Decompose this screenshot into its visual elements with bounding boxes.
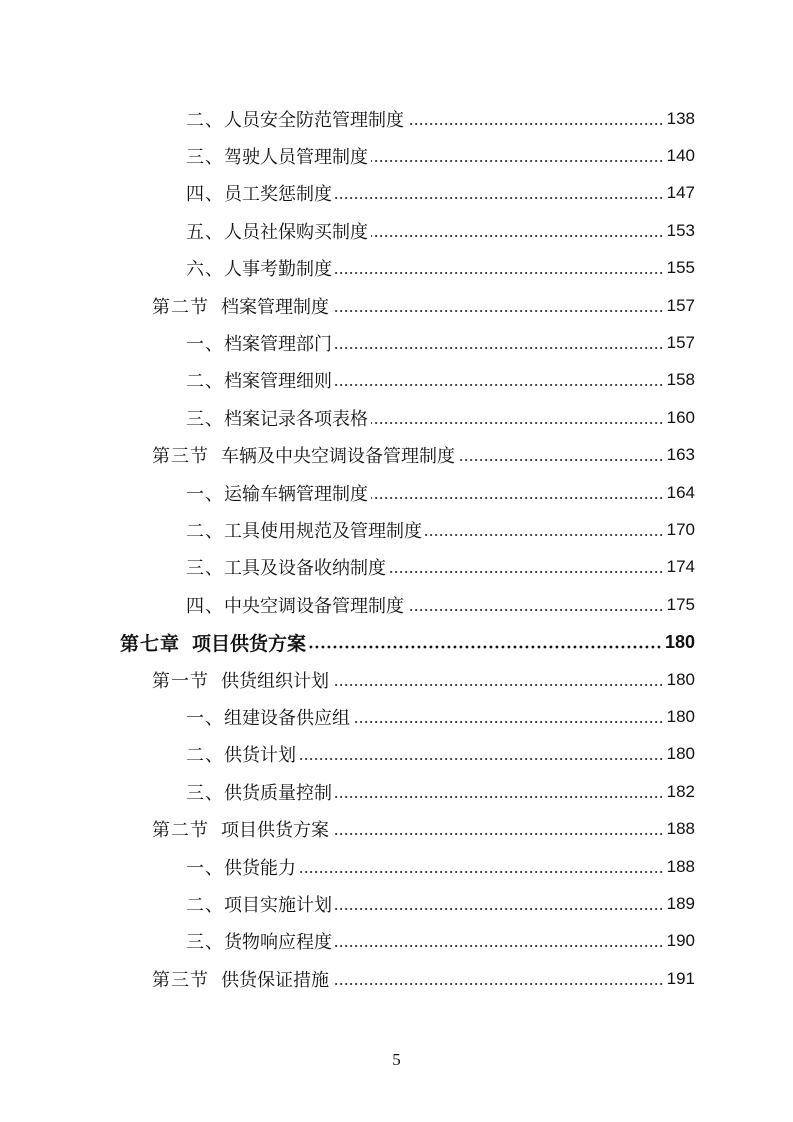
toc-entry-label (186, 891, 332, 917)
page-number: 5 (392, 1050, 401, 1069)
toc-entry-label (186, 554, 386, 580)
toc-dot-leader (332, 309, 664, 313)
toc-entry-page: 189 (666, 893, 695, 913)
toc-entry-title: 车辆及中央空调设备管理制度 (221, 446, 455, 468)
toc-entry-label (186, 592, 404, 618)
toc-entry-number: 六、 (186, 259, 224, 281)
toc-entry-section[interactable] (0, 810, 793, 847)
toc-entry-title: 中央空调设备管理制度 (224, 595, 404, 617)
toc-entry-section[interactable] (0, 287, 793, 324)
toc-dot-leader (407, 608, 664, 612)
toc-entry-label (186, 704, 350, 730)
toc-entry-title: 档案管理细则 (224, 371, 332, 393)
toc-entry-title: 人员安全防范管理制度 (224, 109, 404, 131)
toc-entry-label (152, 966, 329, 992)
toc-entry-number: 四、 (186, 184, 224, 206)
toc-entry-page: 182 (666, 781, 695, 801)
toc-entry-page: 190 (666, 931, 695, 951)
toc-entry-number: 一、 (186, 707, 224, 729)
toc-entry-label (186, 405, 368, 431)
toc-entry-item[interactable] (0, 399, 793, 436)
toc-entry-title: 供货组织计划 (221, 670, 329, 692)
toc-entry-title: 人事考勤制度 (224, 259, 332, 281)
toc-entry-item[interactable] (0, 100, 793, 137)
toc-dot-leader (332, 982, 664, 986)
toc-dot-leader (353, 720, 664, 724)
toc-entry-title: 工具使用规范及管理制度 (224, 520, 422, 542)
toc-entry-number: 四、 (186, 595, 224, 617)
toc-dot-leader (299, 757, 664, 761)
toc-dot-leader (389, 570, 664, 574)
toc-entry-item[interactable] (0, 773, 793, 810)
toc-entry-label (186, 255, 332, 281)
toc-entry-item[interactable] (0, 362, 793, 399)
toc-entry-title: 项目实施计划 (224, 894, 332, 916)
toc-entry-title: 工具及设备收纳制度 (224, 558, 386, 580)
toc-entry-number: 二、 (186, 109, 224, 131)
toc-entry-label (186, 480, 368, 506)
toc-entry-number: 第二节 (152, 296, 209, 318)
toc-entry-title: 档案管理部门 (224, 334, 332, 356)
toc-dot-leader (335, 795, 664, 799)
toc-entry-title: 供货质量控制 (224, 782, 332, 804)
toc-dot-leader (332, 683, 664, 687)
toc-entry-page: 158 (666, 370, 695, 390)
toc-dot-leader (335, 907, 664, 911)
toc-dot-leader (371, 234, 664, 238)
toc-entry-number: 第三节 (152, 969, 209, 991)
toc-entry-page: 163 (666, 445, 695, 465)
toc-entry-label (152, 816, 329, 842)
toc-entry-number: 三、 (186, 558, 224, 580)
table-of-contents (0, 100, 793, 997)
toc-entry-section[interactable] (0, 437, 793, 474)
toc-dot-leader (332, 832, 664, 836)
toc-entry-title: 供货能力 (224, 857, 296, 879)
toc-dot-leader (371, 421, 664, 425)
toc-entry-label (152, 442, 455, 468)
toc-entry-item[interactable] (0, 212, 793, 249)
toc-entry-label (186, 928, 332, 954)
toc-entry-label (186, 517, 422, 543)
toc-entry-item[interactable] (0, 474, 793, 511)
toc-entry-page: 140 (666, 146, 695, 166)
toc-entry-number: 一、 (186, 483, 224, 505)
toc-entry-title: 运输车辆管理制度 (224, 483, 368, 505)
toc-entry-item[interactable] (0, 736, 793, 773)
toc-entry-title: 货物响应程度 (224, 932, 332, 954)
toc-entry-page: 155 (666, 258, 695, 278)
toc-entry-item[interactable] (0, 923, 793, 960)
toc-entry-title: 档案记录各项表格 (224, 408, 368, 430)
toc-entry-item[interactable] (0, 250, 793, 287)
toc-entry-number: 第七章 (120, 632, 181, 655)
toc-entry-label (120, 629, 306, 656)
toc-entry-title: 供货计划 (224, 745, 296, 767)
toc-entry-title: 档案管理制度 (221, 296, 329, 318)
toc-entry-item[interactable] (0, 848, 793, 885)
toc-entry-page: 180 (666, 706, 695, 726)
toc-dot-leader (335, 196, 664, 200)
toc-entry-item[interactable] (0, 137, 793, 174)
toc-entry-section[interactable] (0, 960, 793, 997)
toc-entry-number: 二、 (186, 371, 224, 393)
toc-entry-page: 180 (666, 669, 695, 689)
toc-dot-leader (407, 122, 664, 126)
toc-entry-number: 第一节 (152, 670, 209, 692)
toc-entry-label (186, 854, 296, 880)
toc-entry-label (186, 741, 296, 767)
toc-entry-page: 157 (666, 333, 695, 353)
toc-entry-item[interactable] (0, 511, 793, 548)
toc-entry-page: 180 (664, 631, 695, 652)
toc-entry-title: 组建设备供应组 (224, 707, 350, 729)
toc-entry-item[interactable] (0, 586, 793, 623)
toc-entry-label (186, 367, 332, 393)
toc-entry-page: 153 (666, 220, 695, 240)
toc-entry-page: 170 (666, 519, 695, 539)
toc-entry-number: 第二节 (152, 820, 209, 842)
toc-entry-label (186, 218, 368, 244)
toc-entry-label (152, 667, 329, 693)
toc-entry-label (186, 779, 332, 805)
toc-entry-section[interactable] (0, 661, 793, 698)
toc-entry-number: 二、 (186, 745, 224, 767)
toc-entry-page: 175 (666, 594, 695, 614)
toc-entry-number: 二、 (186, 894, 224, 916)
toc-entry-chapter[interactable] (0, 623, 793, 660)
toc-dot-leader (371, 159, 664, 163)
toc-entry-label (186, 180, 332, 206)
toc-entry-title: 项目供货方案 (221, 820, 329, 842)
toc-entry-label (186, 106, 404, 132)
toc-entry-title: 项目供货方案 (192, 632, 307, 655)
toc-entry-page: 138 (666, 108, 695, 128)
toc-entry-page: 188 (666, 856, 695, 876)
toc-entry-page: 160 (666, 407, 695, 427)
toc-entry-label (186, 143, 368, 169)
toc-entry-number: 第三节 (152, 446, 209, 468)
toc-entry-item[interactable] (0, 885, 793, 922)
toc-dot-leader (335, 383, 664, 387)
toc-dot-leader (425, 533, 664, 537)
toc-entry-number: 三、 (186, 147, 224, 169)
toc-dot-leader (371, 496, 664, 500)
toc-entry-title: 员工奖惩制度 (224, 184, 332, 206)
toc-dot-leader (458, 458, 664, 462)
toc-entry-number: 五、 (186, 221, 224, 243)
toc-dot-leader (309, 645, 662, 649)
toc-entry-page: 174 (666, 557, 695, 577)
toc-dot-leader (335, 944, 664, 948)
toc-entry-number: 一、 (186, 334, 224, 356)
toc-entry-page: 188 (666, 819, 695, 839)
toc-entry-page: 164 (666, 482, 695, 502)
toc-entry-page: 157 (666, 295, 695, 315)
toc-entry-number: 三、 (186, 408, 224, 430)
toc-entry-title: 驾驶人员管理制度 (224, 147, 368, 169)
toc-entry-number: 一、 (186, 857, 224, 879)
toc-entry-page: 180 (666, 744, 695, 764)
toc-entry-item[interactable] (0, 549, 793, 586)
toc-entry-item[interactable] (0, 175, 793, 212)
toc-entry-label (152, 293, 329, 319)
toc-entry-item[interactable] (0, 698, 793, 735)
toc-entry-number: 二、 (186, 520, 224, 542)
toc-dot-leader (335, 346, 664, 350)
toc-entry-number: 三、 (186, 932, 224, 954)
toc-entry-label (186, 330, 332, 356)
toc-dot-leader (335, 271, 664, 275)
toc-entry-item[interactable] (0, 324, 793, 361)
toc-entry-number: 三、 (186, 782, 224, 804)
toc-entry-title: 供货保证措施 (221, 969, 329, 991)
toc-entry-page: 147 (666, 183, 695, 203)
toc-dot-leader (299, 870, 664, 874)
toc-entry-title: 人员社保购买制度 (224, 221, 368, 243)
toc-entry-page: 191 (666, 968, 695, 988)
